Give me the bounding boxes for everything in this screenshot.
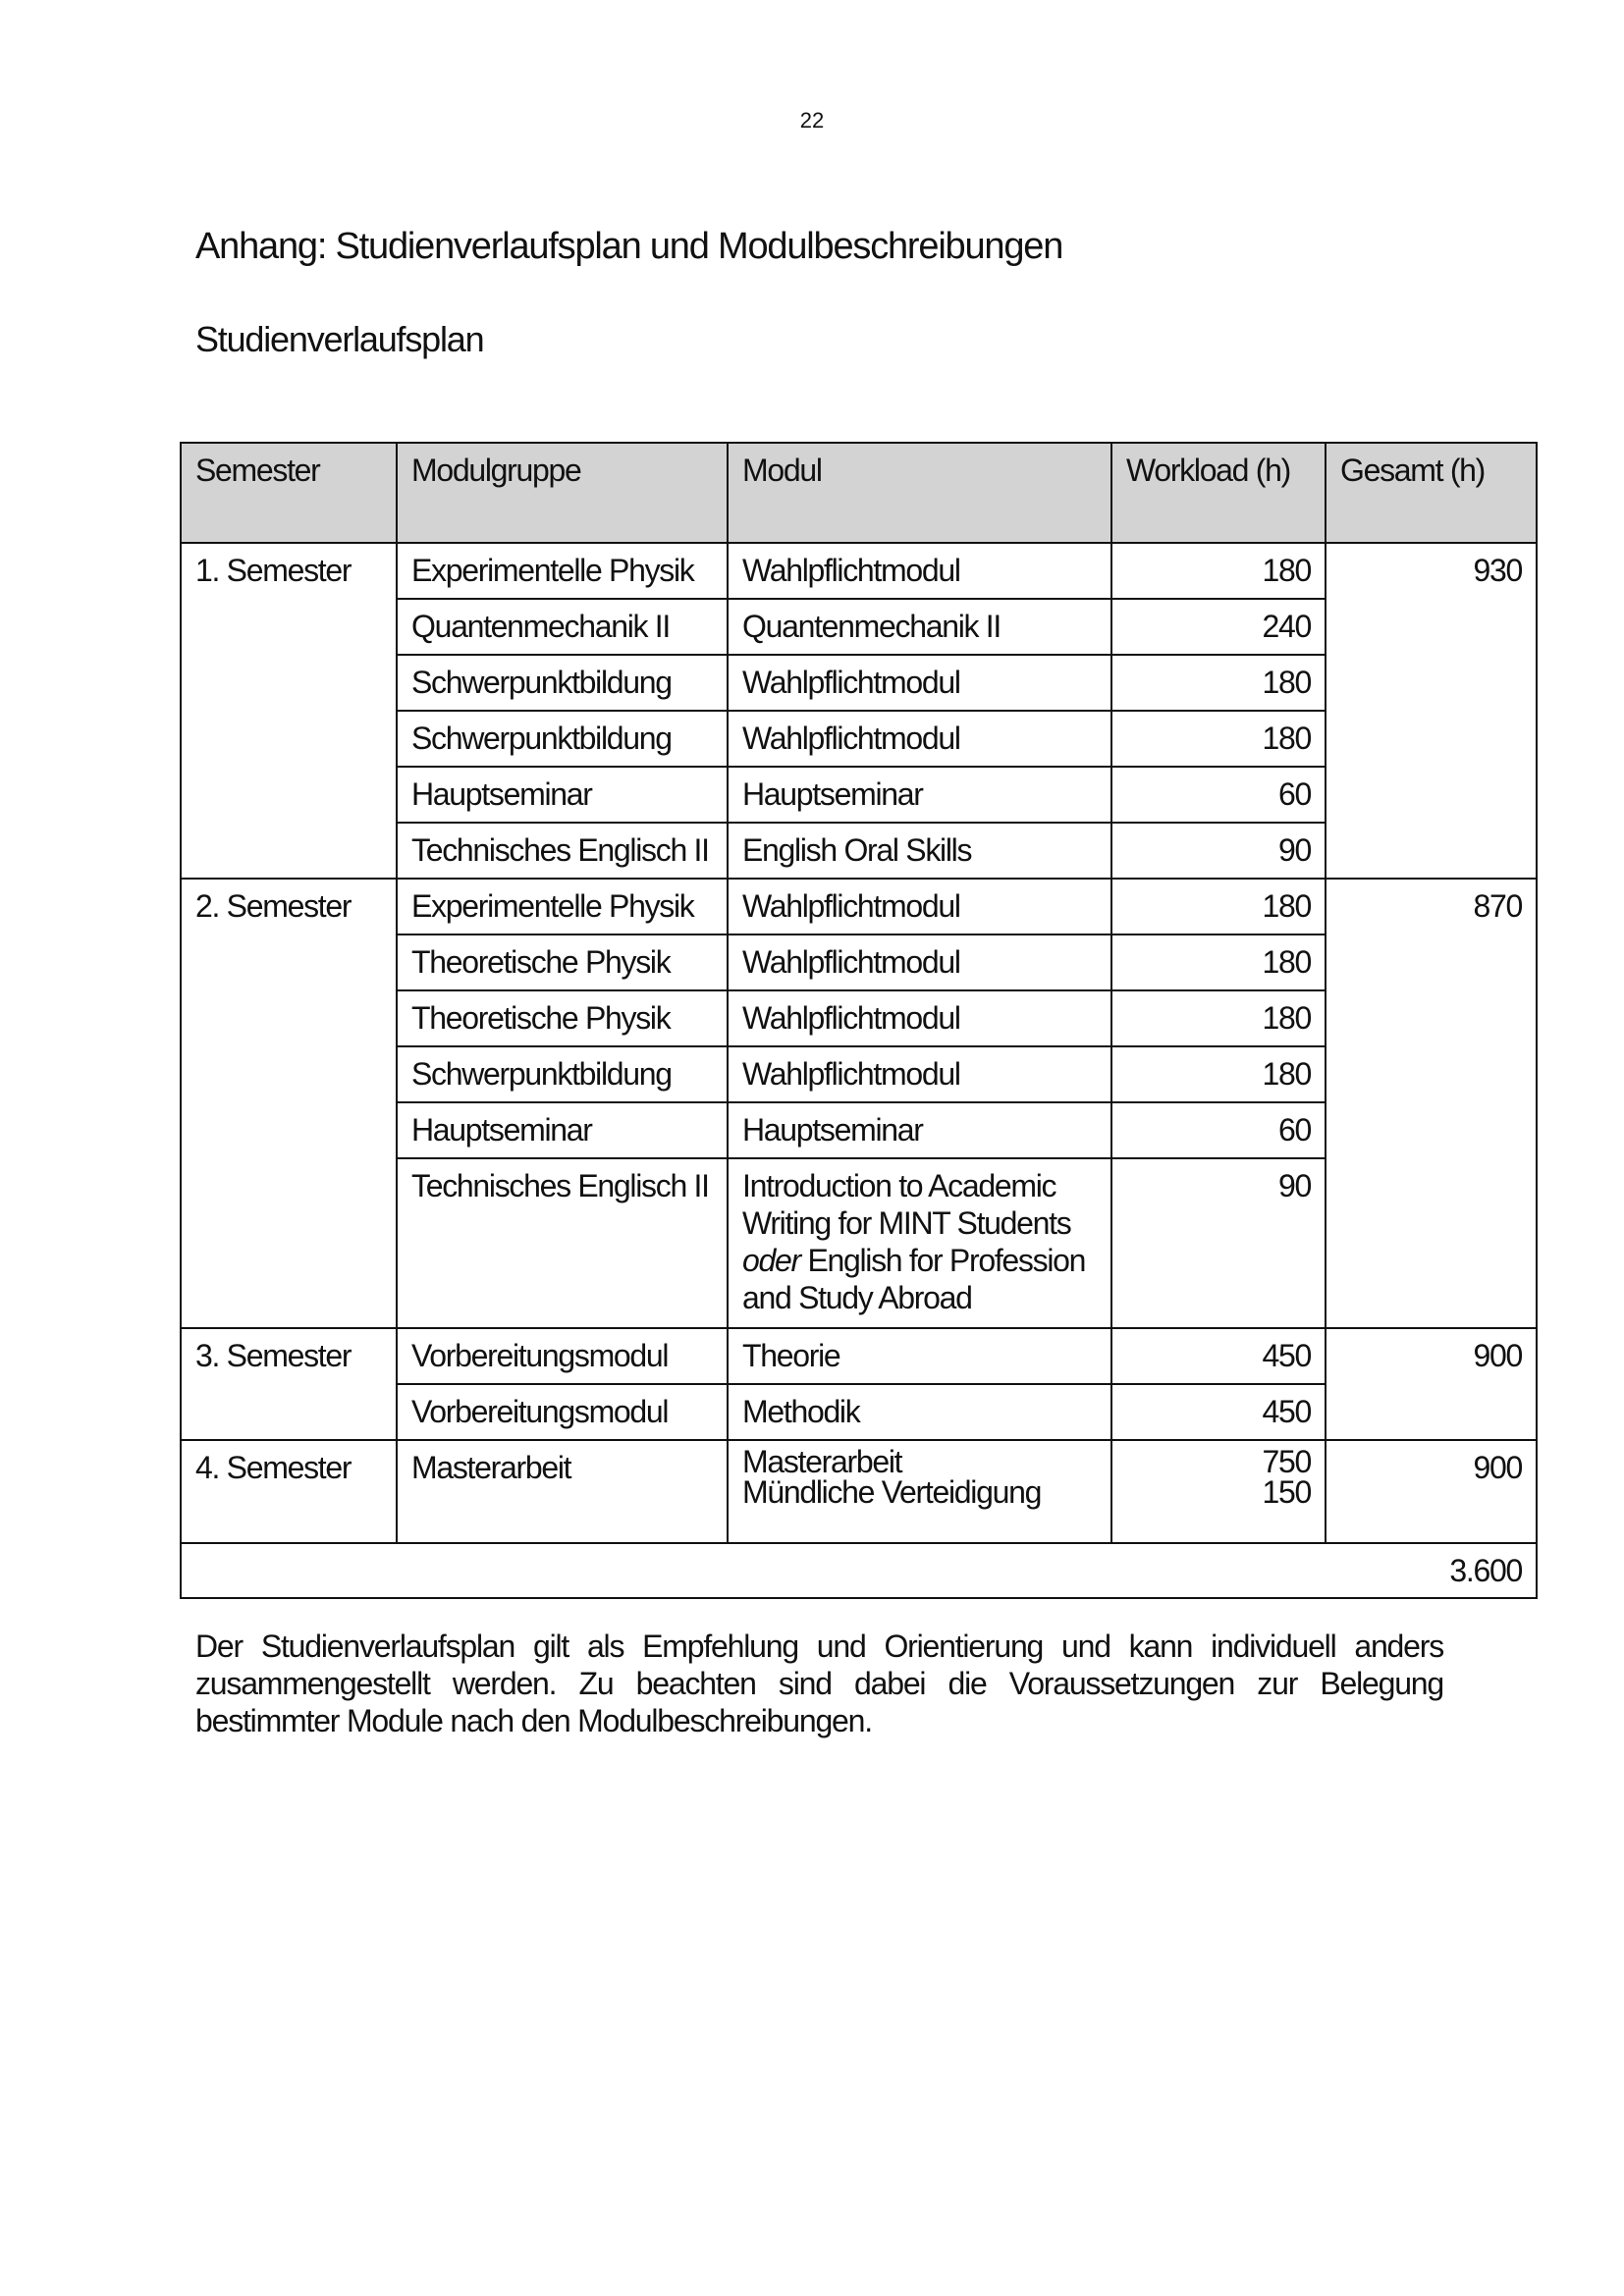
workload-cell: 180 — [1111, 879, 1326, 934]
modul-cell: Wahlpflichtmodul — [728, 1046, 1111, 1102]
modul-cell: Hauptseminar — [728, 1102, 1111, 1158]
header-gesamt: Gesamt (h) — [1326, 443, 1537, 543]
header-semester: Semester — [181, 443, 397, 543]
workload-line: 750 — [1262, 1444, 1311, 1479]
semester-cell: 4. Semester — [181, 1440, 397, 1543]
modul-cell: Wahlpflichtmodul — [728, 879, 1111, 934]
modul-cell: Wahlpflichtmodul — [728, 655, 1111, 711]
section-title: Anhang: Studienverlaufsplan und Modulbeschreibungen — [195, 226, 1063, 267]
modul-cell: Wahlpflichtmodul — [728, 934, 1111, 990]
modul-cell: Theorie — [728, 1328, 1111, 1384]
header-modulgruppe: Modulgruppe — [397, 443, 728, 543]
table-row — [181, 879, 1537, 934]
modulgruppe-cell: Quantenmechanik II — [397, 599, 728, 655]
modulgruppe-cell: Vorbereitungsmodul — [397, 1328, 728, 1384]
workload-cell: 240 — [1111, 599, 1326, 655]
workload-cell: 60 — [1111, 767, 1326, 823]
modulgruppe-cell: Vorbereitungsmodul — [397, 1384, 728, 1440]
workload-cell: 60 — [1111, 1102, 1326, 1158]
modulgruppe-cell: Hauptseminar — [397, 1102, 728, 1158]
modul-cell: English Oral Skills — [728, 823, 1111, 879]
semester-total-cell: 900 — [1326, 1440, 1537, 1543]
grand-total-row — [181, 1543, 1537, 1598]
header-modul: Modul — [728, 443, 1111, 543]
workload-cell: 450 — [1111, 1384, 1326, 1440]
grand-total: 3.600 — [181, 1543, 1537, 1598]
modulgruppe-cell: Theoretische Physik — [397, 990, 728, 1046]
table-row — [181, 1440, 1537, 1543]
workload-cell — [1111, 1440, 1326, 1543]
modul-cell: Hauptseminar — [728, 767, 1111, 823]
subsection-title: Studienverlaufsplan — [195, 319, 484, 359]
modulgruppe-cell: Schwerpunktbildung — [397, 711, 728, 767]
modulgruppe-cell: Technisches Englisch II — [397, 1158, 728, 1328]
modul-option-b: English for Profession and Study Abroad — [742, 1243, 1086, 1315]
modulgruppe-cell: Experimentelle Physik — [397, 543, 728, 599]
workload-cell: 180 — [1111, 934, 1326, 990]
modul-cell: Quantenmechanik II — [728, 599, 1111, 655]
workload-cell: 180 — [1111, 655, 1326, 711]
modulgruppe-cell: Schwerpunktbildung — [397, 1046, 728, 1102]
note-paragraph: Der Studienverlaufsplan gilt als Empfehlung und Orientierung und kann individuell anders zusammengestellt werden. Zu beachten sind dabei die Voraussetzungen zur Belegung bestimmter Module nach den Modulbeschreibungen. — [195, 1629, 1443, 1738]
table-row — [181, 1328, 1537, 1384]
modulgruppe-cell: Schwerpunktbildung — [397, 655, 728, 711]
semester-cell: 1. Semester — [181, 543, 397, 879]
workload-cell: 90 — [1111, 823, 1326, 879]
modul-cell: Methodik — [728, 1384, 1111, 1440]
workload-cell: 450 — [1111, 1328, 1326, 1384]
modul-cell — [728, 1440, 1111, 1543]
modul-cell — [728, 1158, 1111, 1328]
workload-cell: 180 — [1111, 711, 1326, 767]
page-number: 22 — [799, 108, 825, 133]
modul-cell: Wahlpflichtmodul — [728, 990, 1111, 1046]
modulgruppe-cell: Masterarbeit — [397, 1440, 728, 1543]
modul-cell: Wahlpflichtmodul — [728, 711, 1111, 767]
workload-cell: 180 — [1111, 990, 1326, 1046]
modulgruppe-cell: Experimentelle Physik — [397, 879, 728, 934]
semester-total-cell: 930 — [1326, 543, 1537, 879]
table-header-row — [181, 443, 1537, 543]
semester-total-cell: 900 — [1326, 1328, 1537, 1440]
semester-cell: 2. Semester — [181, 879, 397, 1328]
modulgruppe-cell: Hauptseminar — [397, 767, 728, 823]
modulgruppe-cell: Theoretische Physik — [397, 934, 728, 990]
modul-line: Mündliche Verteidigung — [742, 1474, 1042, 1510]
modul-option-a: Introduction to Academic Writing for MINT Students — [742, 1168, 1071, 1241]
semester-total-cell: 870 — [1326, 879, 1537, 1328]
semester-cell: 3. Semester — [181, 1328, 397, 1440]
study-plan-table — [180, 442, 1538, 1599]
header-workload: Workload (h) — [1111, 443, 1326, 543]
modulgruppe-cell: Technisches Englisch II — [397, 823, 728, 879]
workload-line: 150 — [1262, 1474, 1311, 1510]
workload-cell: 180 — [1111, 1046, 1326, 1102]
modul-cell: Wahlpflichtmodul — [728, 543, 1111, 599]
workload-cell: 180 — [1111, 543, 1326, 599]
workload-cell: 90 — [1111, 1158, 1326, 1328]
modul-or: oder — [742, 1243, 800, 1278]
modul-line: Masterarbeit — [742, 1444, 902, 1479]
table-row — [181, 543, 1537, 599]
